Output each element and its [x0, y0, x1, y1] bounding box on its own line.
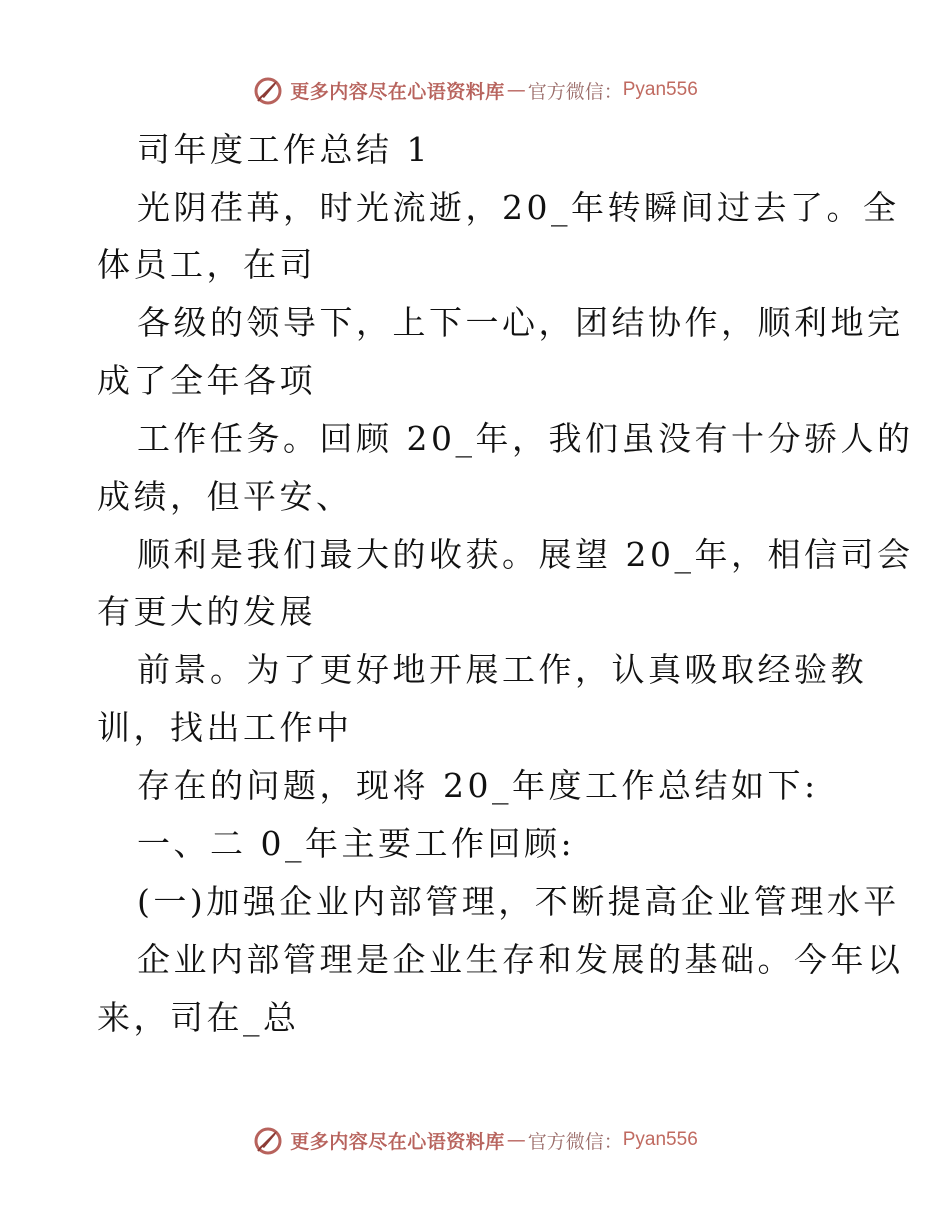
doc-title: 司年度工作总结 1: [137, 130, 431, 169]
paragraph-line: 各级的领导下，上下一心，团结协作，顺利地完: [137, 303, 904, 342]
paragraph-line: 前景。为了更好地开展工作，认真吸取经验教: [137, 650, 867, 689]
watermark-wechat-id: Pyan556: [622, 79, 698, 100]
paragraph-line: 光阴荏苒，时光流逝，20_年转瞬间过去了。全: [137, 188, 900, 227]
paragraph-line: 成绩，但平安、: [97, 477, 353, 516]
header-watermark: [0, 70, 950, 110]
paragraph-line: 有更大的发展: [97, 592, 316, 631]
subsection-heading: (一)加强企业内部管理，不断提高企业管理水平: [137, 882, 900, 921]
quill-logo-icon: [252, 74, 284, 106]
watermark-dash: —: [506, 1129, 526, 1151]
quill-logo-icon: [252, 1124, 284, 1156]
watermark-main-text: 更多内容尽在心语资料库: [290, 1130, 505, 1153]
watermark-main-text: 更多内容尽在心语资料库: [290, 80, 505, 103]
paragraph-line: 成了全年各项: [97, 361, 316, 400]
paragraph-line: 训，找出工作中: [97, 708, 353, 747]
paragraph-line: 顺利是我们最大的收获。展望 20_年，相信司会: [137, 535, 914, 574]
paragraph-line: 工作任务。回顾 20_年，我们虽没有十分骄人的: [137, 419, 914, 458]
paragraph-line: 来，司在_总: [97, 998, 300, 1037]
watermark-dash: —: [506, 79, 526, 101]
watermark-wechat-label: 官方微信：: [527, 80, 623, 103]
section-heading: 一、二 0_年主要工作回顾:: [137, 824, 576, 863]
footer-watermark: [0, 1120, 950, 1160]
paragraph-line: 存在的问题，现将 20_年度工作总结如下:: [137, 766, 819, 805]
paragraph-line: 体员工，在司: [97, 245, 316, 284]
watermark-wechat-id: Pyan556: [622, 1129, 698, 1150]
watermark-wechat-label: 官方微信：: [527, 1130, 623, 1153]
paragraph-line: 企业内部管理是企业生存和发展的基础。今年以: [137, 940, 904, 979]
